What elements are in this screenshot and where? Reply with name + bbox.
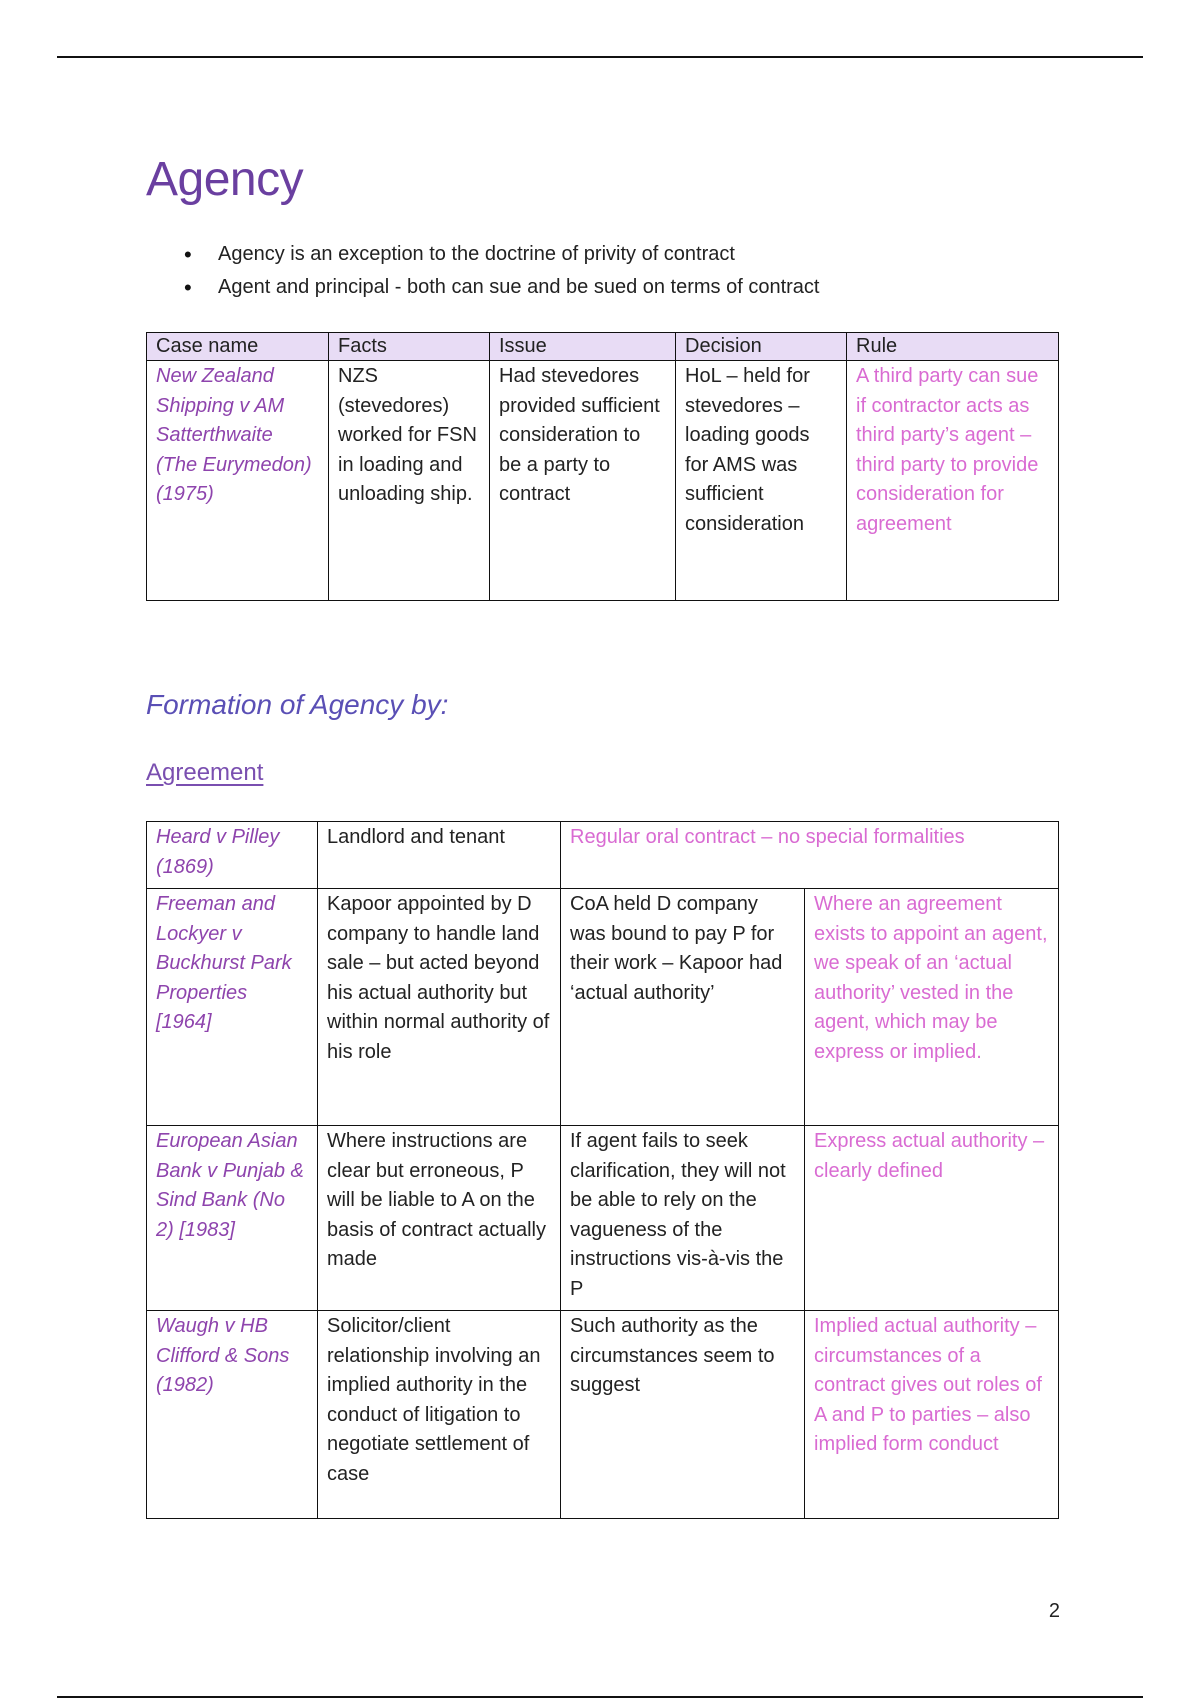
case-name-cell: New Zealand Shipping v AM Satterthwaite (The Eurymedon) (1975) (147, 361, 329, 601)
formation-heading: Formation of Agency by: (146, 689, 449, 720)
facts-cell: Landlord and tenant (318, 822, 561, 889)
bullet-item: • Agency is an exception to the doctrine of privity of contract (184, 238, 1058, 271)
facts-cell: NZS (stevedores) worked for FSN in loading and unloading ship. (329, 361, 490, 601)
rule-cell: Where an agreement exists to appoint an agent, we speak of an ‘actual authority’ vested in the agent, which may be express or implied. (805, 889, 1059, 1126)
case-name-cell: Heard v Pilley (1869) (147, 822, 318, 889)
header-facts: Facts (329, 333, 490, 361)
eurymedon-case-table (146, 332, 1059, 601)
intro-bullet-list (184, 238, 1058, 304)
rule-cell: Express actual authority – clearly defined (805, 1126, 1059, 1311)
facts-cell: Solicitor/client relationship involving an implied authority in the conduct of litigation to negotiate settlement of case (318, 1311, 561, 1519)
bullet-item: • Agent and principal - both can sue and be sued on terms of contract (184, 271, 1058, 304)
bottom-border-line (57, 1696, 1143, 1698)
top-border-line (57, 56, 1143, 58)
case-name-cell: Waugh v HB Clifford & Sons (1982) (147, 1311, 318, 1519)
page-number: 2 (1048, 1600, 1060, 1622)
facts-cell: Where instructions are clear but erroneous, P will be liable to A on the basis of contract actually made (318, 1126, 561, 1311)
rule-cell: Regular oral contract – no special formalities (561, 822, 1059, 889)
page-title: Agency (146, 153, 304, 206)
decision-cell: HoL – held for stevedores – loading goods for AMS was sufficient consideration (676, 361, 847, 601)
decision-cell: CoA held D company was bound to pay P for their work – Kapoor had ‘actual authority’ (561, 889, 805, 1126)
rule-cell: Implied actual authority – circumstances of a contract gives out roles of A and P to parties – also implied form conduct (805, 1311, 1059, 1519)
rule-cell: A third party can sue if contractor acts as third party’s agent – third party to provide consideration for agreement (847, 361, 1059, 601)
agreement-subheading: Agreement (146, 759, 264, 786)
page-content (146, 150, 1058, 1519)
header-rule: Rule (847, 333, 1059, 361)
decision-cell: If agent fails to seek clarification, they will not be able to rely on the vagueness of the instructions vis-à-vis the P (561, 1126, 805, 1311)
table-header-row (147, 333, 1059, 361)
header-decision: Decision (676, 333, 847, 361)
table-row (147, 1311, 1059, 1519)
header-case-name: Case name (147, 333, 329, 361)
table-row (147, 361, 1059, 601)
table-row (147, 1126, 1059, 1311)
table-row (147, 822, 1059, 889)
table-row (147, 889, 1059, 1126)
agreement-case-table (146, 821, 1059, 1519)
decision-cell: Such authority as the circumstances seem to suggest (561, 1311, 805, 1519)
issue-cell: Had stevedores provided sufficient consideration to be a party to contract (490, 361, 676, 601)
header-issue: Issue (490, 333, 676, 361)
case-name-cell: European Asian Bank v Punjab & Sind Bank (No 2) [1983] (147, 1126, 318, 1311)
facts-cell: Kapoor appointed by D company to handle land sale – but acted beyond his actual authority but within normal authority of his role (318, 889, 561, 1126)
case-name-cell: Freeman and Lockyer v Buckhurst Park Properties [1964] (147, 889, 318, 1126)
